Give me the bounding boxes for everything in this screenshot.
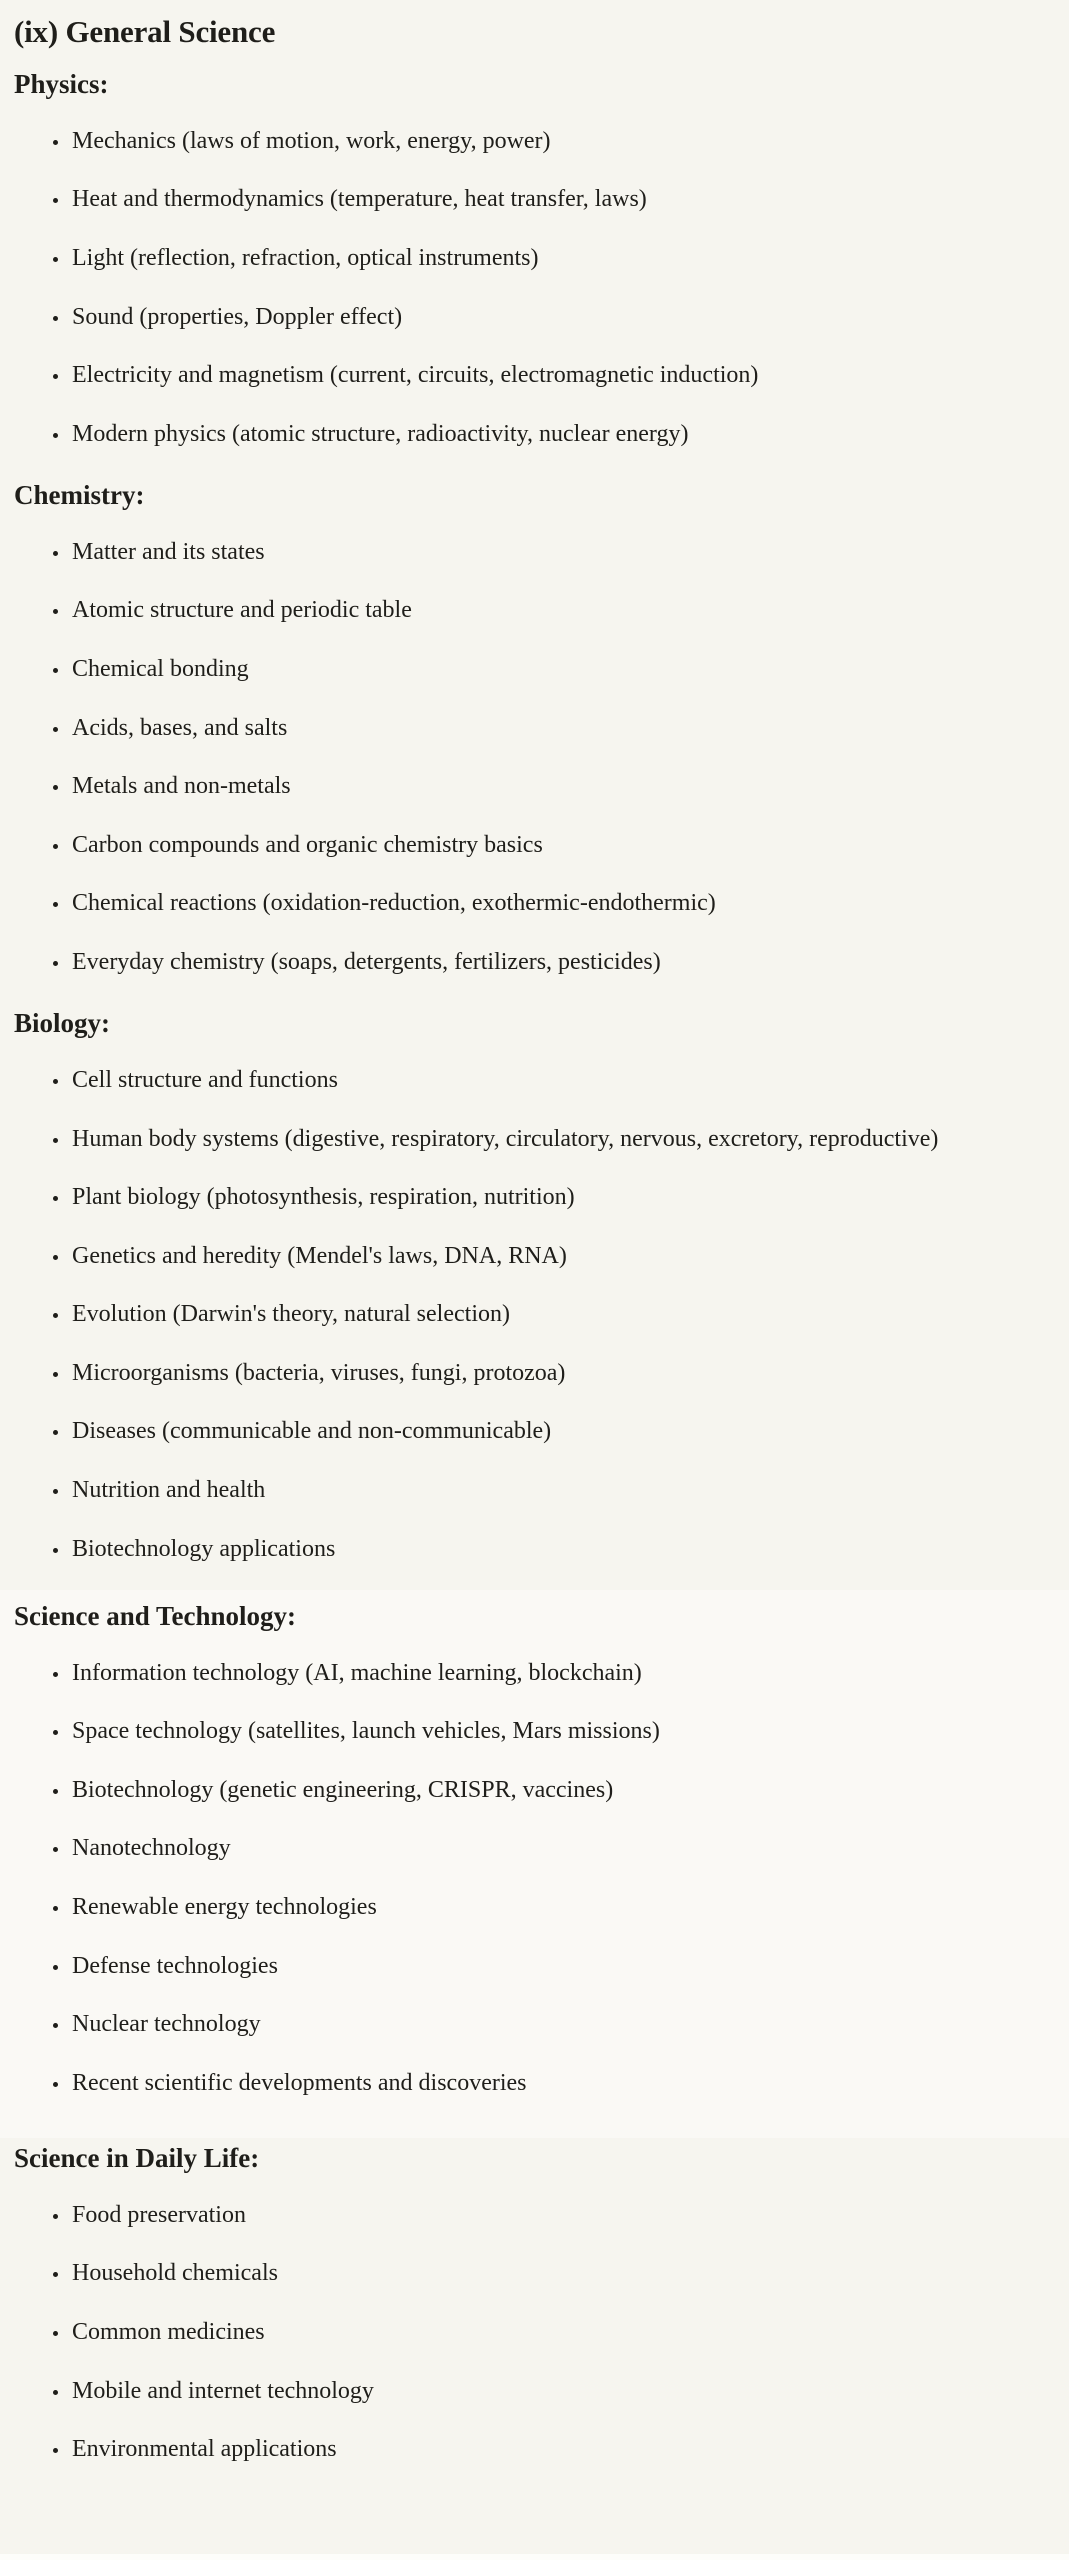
topic-item: • Matter and its states bbox=[70, 533, 1029, 573]
topic-section bbox=[0, 64, 1069, 475]
topic-item: • Mechanics (laws of motion, work, energy, power) bbox=[70, 122, 1029, 162]
topic-item: • Evolution (Darwin's theory, natural selection) bbox=[70, 1295, 1029, 1335]
section-heading: Science in Daily Life: bbox=[14, 2143, 260, 2174]
topic-item: • Genetics and heredity (Mendel's laws, DNA, RNA) bbox=[70, 1237, 1029, 1277]
topic-item: • Information technology (AI, machine learning, blockchain) bbox=[70, 1654, 1029, 1694]
topic-list bbox=[14, 1061, 1029, 1569]
topic-item: • Sound (properties, Doppler effect) bbox=[70, 298, 1029, 338]
section-heading: Biology: bbox=[14, 1008, 111, 1039]
topic-item: • Nutrition and health bbox=[70, 1471, 1029, 1511]
topic-item: • Everyday chemistry (soaps, detergents, fertilizers, pesticides) bbox=[70, 943, 1029, 983]
topic-item: • Acids, bases, and salts bbox=[70, 709, 1029, 749]
section-heading: Physics: bbox=[14, 69, 109, 100]
topic-item: • Chemical bonding bbox=[70, 650, 1029, 690]
topic-item: • Cell structure and functions bbox=[70, 1061, 1029, 1101]
topic-item: • Biotechnology applications bbox=[70, 1530, 1029, 1570]
section-heading: Chemistry: bbox=[14, 480, 145, 511]
topic-item: • Atomic structure and periodic table bbox=[70, 591, 1029, 631]
topic-item: • Plant biology (photosynthesis, respiration, nutrition) bbox=[70, 1178, 1029, 1218]
topic-item: • Nanotechnology bbox=[70, 1829, 1029, 1869]
topic-item: • Defense technologies bbox=[70, 1947, 1029, 1987]
topic-item: • Human body systems (digestive, respiratory, circulatory, nervous, excretory, reproductive) bbox=[70, 1120, 1029, 1160]
topic-item: • Nuclear technology bbox=[70, 2005, 1029, 2045]
topic-section bbox=[0, 475, 1069, 1003]
topic-section bbox=[0, 1590, 1069, 2138]
topic-item: • Recent scientific developments and discoveries bbox=[70, 2064, 1029, 2104]
topic-section bbox=[0, 1003, 1069, 1590]
topic-item: • Electricity and magnetism (current, circuits, electromagnetic induction) bbox=[70, 356, 1029, 396]
topic-item: • Modern physics (atomic structure, radioactivity, nuclear energy) bbox=[70, 415, 1029, 455]
topic-item: • Light (reflection, refraction, optical instruments) bbox=[70, 239, 1029, 279]
topic-item: • Carbon compounds and organic chemistry basics bbox=[70, 826, 1029, 866]
topic-list bbox=[14, 533, 1029, 983]
topic-item: • Diseases (communicable and non-communicable) bbox=[70, 1412, 1029, 1452]
topic-list bbox=[14, 1654, 1029, 2104]
bottom-edge-strip bbox=[0, 2554, 1069, 2560]
topic-item: • Chemical reactions (oxidation-reduction, exothermic-endothermic) bbox=[70, 884, 1029, 924]
section-heading: Science and Technology: bbox=[14, 1601, 297, 1632]
topic-item: • Heat and thermodynamics (temperature, heat transfer, laws) bbox=[70, 180, 1029, 220]
topic-list bbox=[14, 122, 1029, 455]
topic-item: • Food preservation bbox=[70, 2196, 1029, 2236]
topic-item: • Household chemicals bbox=[70, 2254, 1029, 2294]
topic-item: • Metals and non-metals bbox=[70, 767, 1029, 807]
topic-section bbox=[0, 2138, 1069, 2490]
topic-item: • Mobile and internet technology bbox=[70, 2372, 1029, 2412]
page-title: (ix) General Science bbox=[14, 14, 276, 49]
topic-item: • Environmental applications bbox=[70, 2430, 1029, 2470]
topic-item: • Space technology (satellites, launch vehicles, Mars missions) bbox=[70, 1712, 1029, 1752]
topic-item: • Renewable energy technologies bbox=[70, 1888, 1029, 1928]
topic-item: • Biotechnology (genetic engineering, CRISPR, vaccines) bbox=[70, 1771, 1029, 1811]
topic-item: • Microorganisms (bacteria, viruses, fungi, protozoa) bbox=[70, 1354, 1029, 1394]
sections-container bbox=[0, 64, 1069, 2491]
topic-list bbox=[14, 2196, 1029, 2470]
topic-item: • Common medicines bbox=[70, 2313, 1029, 2353]
